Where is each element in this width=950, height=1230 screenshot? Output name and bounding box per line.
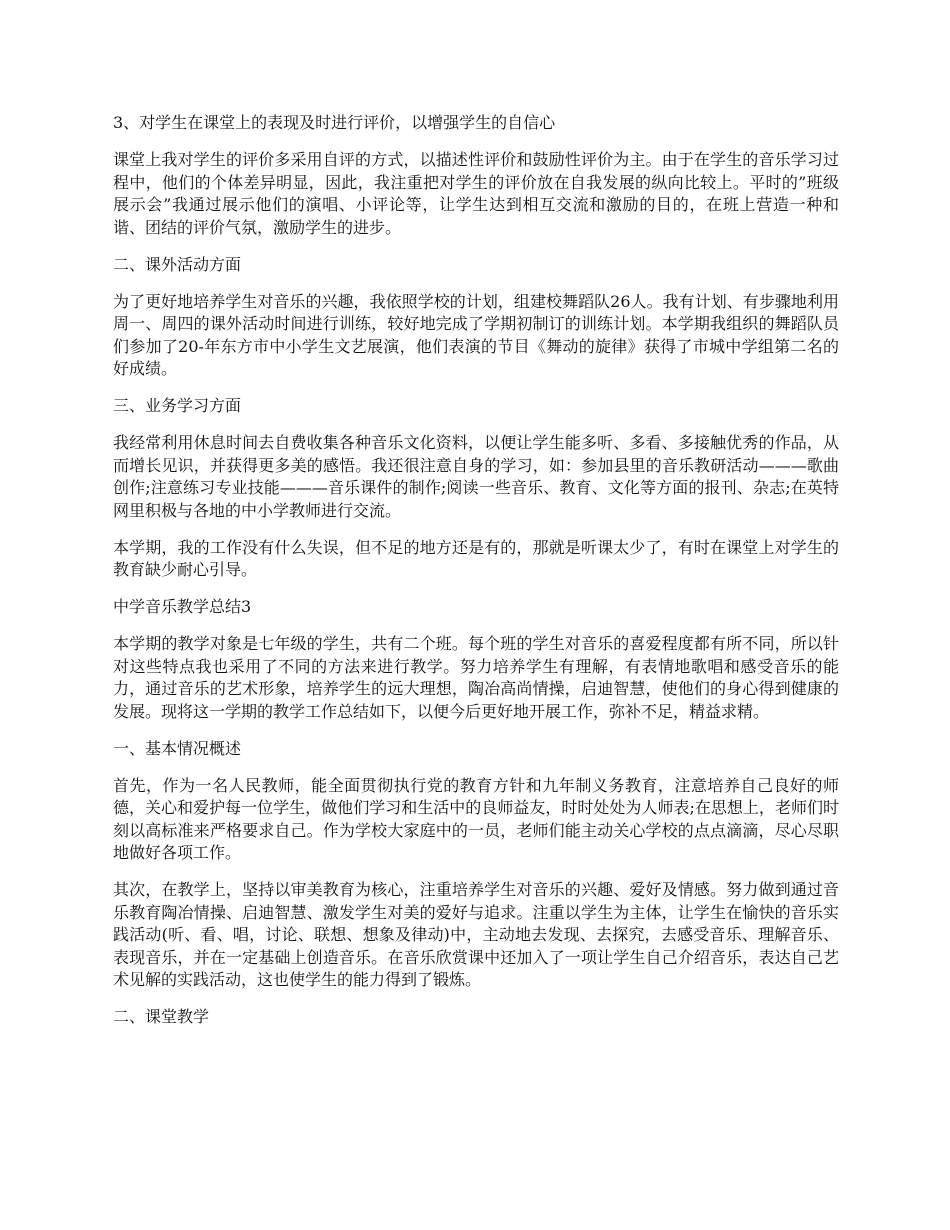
- paragraph-self-study: 我经常利用休息时间去自费收集各种音乐文化资料，以便让学生能多听、多看、多接触优秀的作品，从而增长见识，并获得更多美的感悟。我还很注意自身的学习，如：参加县里的音乐教研活动———歌曲创作;注意练习专业技能———音乐课件的制作;阅读一些音乐、教育、文化等方面的报刊、杂志;在英特网里积极与各地的中小学教师进行交流。: [113, 433, 839, 520]
- section-heading-evaluation: 3、对学生在课堂上的表现及时进行评价，以增强学生的自信心: [113, 113, 556, 132]
- section-heading-overview: 一、基本情况概述: [113, 738, 242, 758]
- section-heading-professional-study: 三、业务学习方面: [113, 396, 242, 415]
- paragraph-dance-team: 为了更好地培养学生对音乐的兴趣，我依照学校的计划，组建校舞蹈队26人。我有计划、有步骤地利用周一、周四的课外活动时间进行训练，较好地完成了学期初制订的训练计划。本学期我组织的舞蹈队员们参加了20-年东方市中小学生文艺展演，他们表演的节目《舞动的旋律》获得了市城中学组第二名的好成绩。: [113, 291, 839, 378]
- paragraph-second: 其次，在教学上，坚持以审美教育为核心，注重培养学生对音乐的兴趣、爱好及情感。努力做到通过音乐教育陶冶情操、启迪智慧、激发学生对美的爱好与追求。注重以学生为主体，让学生在愉快的音乐实践活动(听、看、唱，讨论、联想、想象及律动)中，主动地去发现、去探究，去感受音乐、理解音乐、表现音乐，并在一定基础上创造音乐。在音乐欣赏课中还加入了一项让学生自己介绍音乐，表达自己艺术见解的实践活动，这也使学生的能力得到了锻炼。: [113, 880, 839, 989]
- paragraph-shortcomings: 本学期，我的工作没有什么失误，但不足的地方还是有的，那就是听课太少了，有时在课堂上对学生的教育缺少耐心引导。: [113, 537, 839, 579]
- document-title-summary-3: 中学音乐教学总结3: [113, 597, 252, 616]
- section-heading-extracurricular: 二、课外活动方面: [113, 254, 242, 274]
- paragraph-evaluation: 课堂上我对学生的评价多采用自评的方式，以描述性评价和鼓励性评价为主。由于在学生的音乐学习过程中，他们的个体差异明显，因此，我注重把对学生的评价放在自我发展的纵向比较上。平时的”班级展示会”我通过展示他们的演唱、小评论等，让学生达到相互交流和激励的目的，在班上营造一种和谐、团结的评价气氛，激励学生的进步。: [113, 150, 839, 237]
- section-heading-classroom-teaching: 二、课堂教学: [113, 1007, 210, 1026]
- document-page: [113, 112, 839, 1043]
- paragraph-first: 首先，作为一名人民教师，能全面贯彻执行党的教育方针和九年制义务教育，注意培养自己良好的师德，关心和爱护每一位学生，做他们学习和生活中的良师益友，时时处处为人师表;在思想上，老师们时刻以高标准来严格要求自己。作为学校大家庭中的一员，老师们能主动关心学校的点点滴滴，尽心尽职地做好各项工作。: [113, 775, 839, 862]
- paragraph-intro: 本学期的教学对象是七年级的学生，共有二个班。每个班的学生对音乐的喜爱程度都有所不同，所以针对这些特点我也采用了不同的方法来进行教学。努力培养学生有理解，有表情地歌唱和感受音乐的能力，通过音乐的艺术形象，培养学生的远大理想，陶冶高尚情操，启迪智慧，使他们的身心得到健康的发展。现将这一学期的教学工作总结如下，以便今后更好地开展工作，弥补不足，精益求精。: [113, 634, 839, 721]
